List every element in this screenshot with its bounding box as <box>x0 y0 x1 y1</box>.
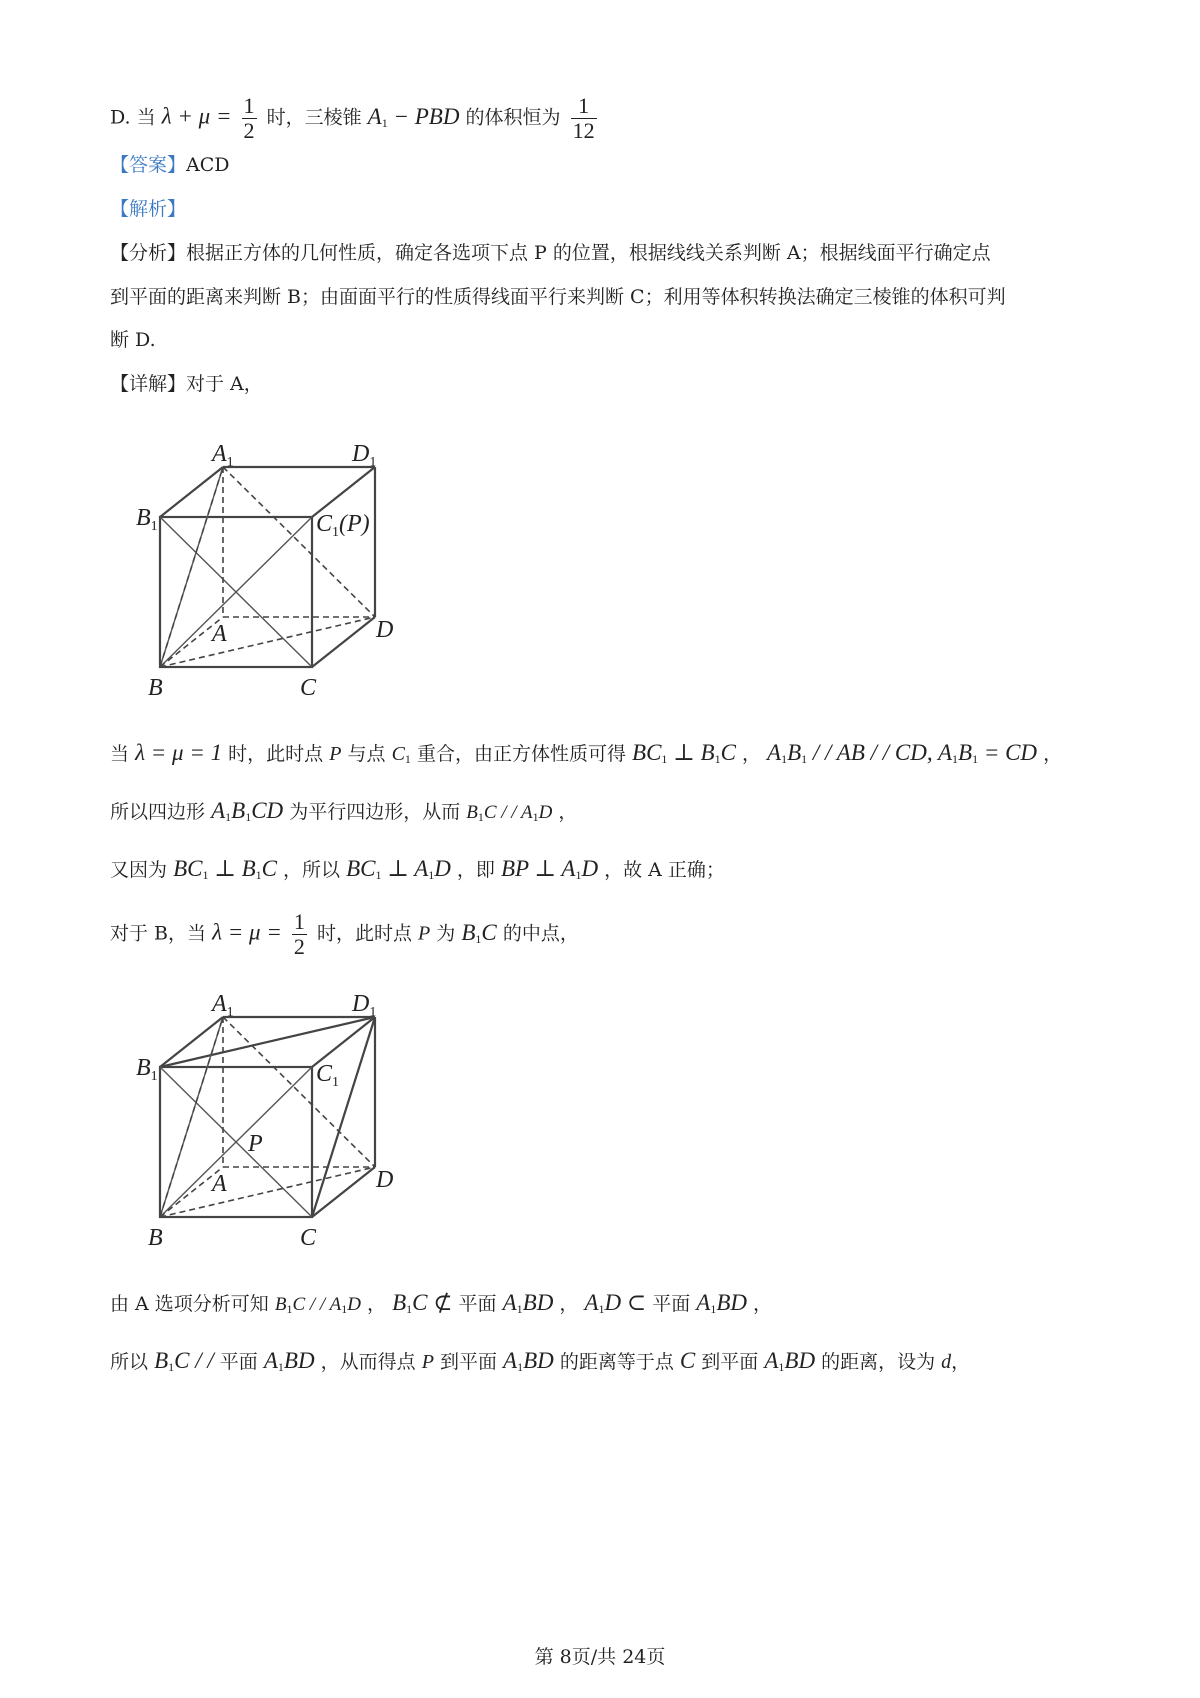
plane-a1bd: $A_1BD$ <box>503 1348 554 1374</box>
var-p: P <box>418 922 431 945</box>
label-p: P <box>248 1131 263 1157</box>
para-b3 <box>110 1346 970 1382</box>
rel-b1c-notin: $B_1C$ ⊄ <box>392 1290 453 1316</box>
label-b1: $B_1$ <box>136 1055 158 1084</box>
text: ， <box>559 1293 579 1315</box>
text: 到平面 <box>701 1351 759 1373</box>
var-c1: $C_1$ <box>391 743 411 766</box>
text: 由 A 选项分析可知 <box>110 1293 269 1315</box>
seg-b1c: $B_1C$ <box>461 919 497 946</box>
cube-figure-2 <box>130 991 430 1260</box>
text: ，所以 <box>283 859 341 881</box>
label-d: D <box>376 617 394 643</box>
option-d-pyramid <box>368 104 460 129</box>
text: 到平面 <box>439 1351 497 1373</box>
var-c: C <box>679 1348 696 1373</box>
text: ， <box>741 743 761 765</box>
para-a1 <box>110 738 1062 774</box>
rel-b1c-par-a1d: $B_1C$ / / $A_1D$ <box>466 802 553 824</box>
text: ， <box>1043 743 1063 765</box>
var-a: A <box>367 103 382 129</box>
text: 为平行四边形，从而 <box>289 801 461 823</box>
answer-line <box>110 150 230 180</box>
text: 又因为 <box>110 859 168 881</box>
xiangjie-tag: 【详解】 <box>110 373 187 395</box>
frac-num: 1 <box>571 94 597 119</box>
para-b2 <box>110 1288 772 1324</box>
label-c: C <box>300 675 317 701</box>
var-pbd: − PBD <box>393 103 460 129</box>
rel-parallel: $A_1B_1$ / / AB / / CD, $A_1B_1$ = CD <box>767 740 1038 766</box>
label-d1: $D_1$ <box>352 441 377 470</box>
text: 平面 <box>652 1293 691 1315</box>
para-a2 <box>110 796 577 832</box>
xiangjie-line <box>110 369 263 399</box>
option-d-label: D. 当 <box>110 106 156 129</box>
expr-lambda-mu: λ = μ = <box>212 919 282 945</box>
fenxi-line-3 <box>110 325 156 355</box>
text: 重合，由正方体性质可得 <box>416 743 626 765</box>
text: 与点 <box>347 743 386 765</box>
quad-a1b1cd: $A_1B_1CD$ <box>211 798 284 824</box>
text: 对于 B，当 <box>110 922 207 945</box>
label-c: C <box>300 1225 317 1251</box>
frac-den: 12 <box>572 118 595 143</box>
fraction-half <box>292 910 307 959</box>
text: 的距离等于点 <box>559 1351 674 1373</box>
fenxi-line-2 <box>110 282 1006 312</box>
fenxi-text-1: 根据正方体的几何性质，确定各选项下点 P 的位置，根据线线关系判断 A；根据线面平行确定点 <box>186 242 991 264</box>
expr-lambda-mu-1: λ = μ = 1 <box>135 740 223 765</box>
para-b1 <box>110 910 579 959</box>
text: 的中点， <box>502 922 579 945</box>
text: ， <box>558 801 578 823</box>
text: 平面 <box>458 1293 497 1315</box>
label-b: B <box>148 1225 163 1251</box>
label-a1: $A_1$ <box>212 991 234 1020</box>
analysis-tag: 【解析】 <box>110 198 187 220</box>
rel-3: BP ⊥ $A_1D$ <box>500 856 599 882</box>
text: ，即 <box>456 859 495 881</box>
plane-a1bd: $A_1BD$ <box>263 1348 315 1374</box>
label-a: A <box>212 621 227 647</box>
label-c1p: $C_1(P)$ <box>316 511 370 540</box>
rel-a1d-in: $A_1D$ ⊂ <box>584 1290 647 1316</box>
option-d-text: 时，三棱锥 <box>266 106 362 129</box>
rel-1: $BC_1$ ⊥ $B_1C$ <box>173 856 277 882</box>
text: ，从而得点 <box>320 1351 416 1373</box>
frac-num: 1 <box>293 909 305 934</box>
cube-figure-2-svg <box>130 991 430 1255</box>
label-c1: $C_1$ <box>316 1061 340 1090</box>
var-p: P <box>421 1351 434 1373</box>
answer-value: ACD <box>186 154 230 176</box>
option-d-fraction-half <box>242 94 257 143</box>
text: ， <box>951 1351 971 1373</box>
text: ，故 A 正确； <box>604 859 725 881</box>
fenxi-text-2: 到平面的距离来判断 B；由面面平行的性质得线面平行来判断 C；利用等体积转换法确定三棱锥的体积可判 <box>110 286 1006 308</box>
text: 为 <box>436 922 456 945</box>
text: 时，此时点 <box>228 743 324 765</box>
text: ， <box>367 1293 387 1315</box>
text: 所以 <box>110 1351 149 1373</box>
text: 时，此时点 <box>316 922 412 945</box>
xiangjie-text: 对于 A， <box>186 373 263 395</box>
label-b1: $B_1$ <box>136 505 158 534</box>
text: 当 <box>110 743 130 765</box>
frac-den: 2 <box>293 934 305 959</box>
frac-num: 1 <box>243 93 255 118</box>
label-d: D <box>376 1167 394 1193</box>
frac-den: 2 <box>243 118 255 143</box>
option-d-expr: λ + μ = <box>161 103 232 129</box>
plane-a1bd: $A_1BD$ <box>696 1290 747 1316</box>
label-a: A <box>212 1171 227 1197</box>
text: 所以四边形 <box>110 801 206 823</box>
analysis-line <box>110 194 186 224</box>
sub-1: 1 <box>381 115 388 130</box>
fenxi-text-3: 断 D. <box>110 329 156 351</box>
rel-2: $BC_1$ ⊥ $A_1D$ <box>346 856 451 882</box>
cube-figure-1 <box>130 441 430 710</box>
text: 的距离，设为 <box>821 1351 936 1373</box>
plane-a1bd: $A_1BD$ <box>764 1348 816 1374</box>
answer-tag: 【答案】 <box>110 154 187 176</box>
label-d1: $D_1$ <box>352 991 377 1020</box>
label-b: B <box>148 675 163 701</box>
var-p: P <box>329 743 342 765</box>
page-footer: 第 8页/共 24页 <box>534 1646 666 1668</box>
rel-bc1-perp-b1c: $BC_1$ ⊥ $B_1C$ <box>632 740 736 766</box>
para-a3 <box>110 854 725 890</box>
option-d-text-end: 的体积恒为 <box>465 106 561 129</box>
rel-b1c-par: $B_1C$ / / <box>154 1348 214 1374</box>
text: 平面 <box>219 1351 258 1373</box>
cube-figure-1-svg <box>130 441 430 705</box>
label-a1: $A_1$ <box>212 441 234 470</box>
option-d <box>110 94 601 143</box>
var-d: d <box>941 1351 952 1373</box>
fenxi-tag: 【分析】 <box>110 242 187 264</box>
text: ， <box>753 1293 773 1315</box>
option-d-fraction-twelfth <box>571 94 597 143</box>
plane-a1bd: $A_1BD$ <box>502 1290 554 1316</box>
fenxi-line-1 <box>110 238 991 268</box>
rel-b1c-par-a1d: $B_1C$ / / $A_1D$ <box>274 1294 361 1316</box>
